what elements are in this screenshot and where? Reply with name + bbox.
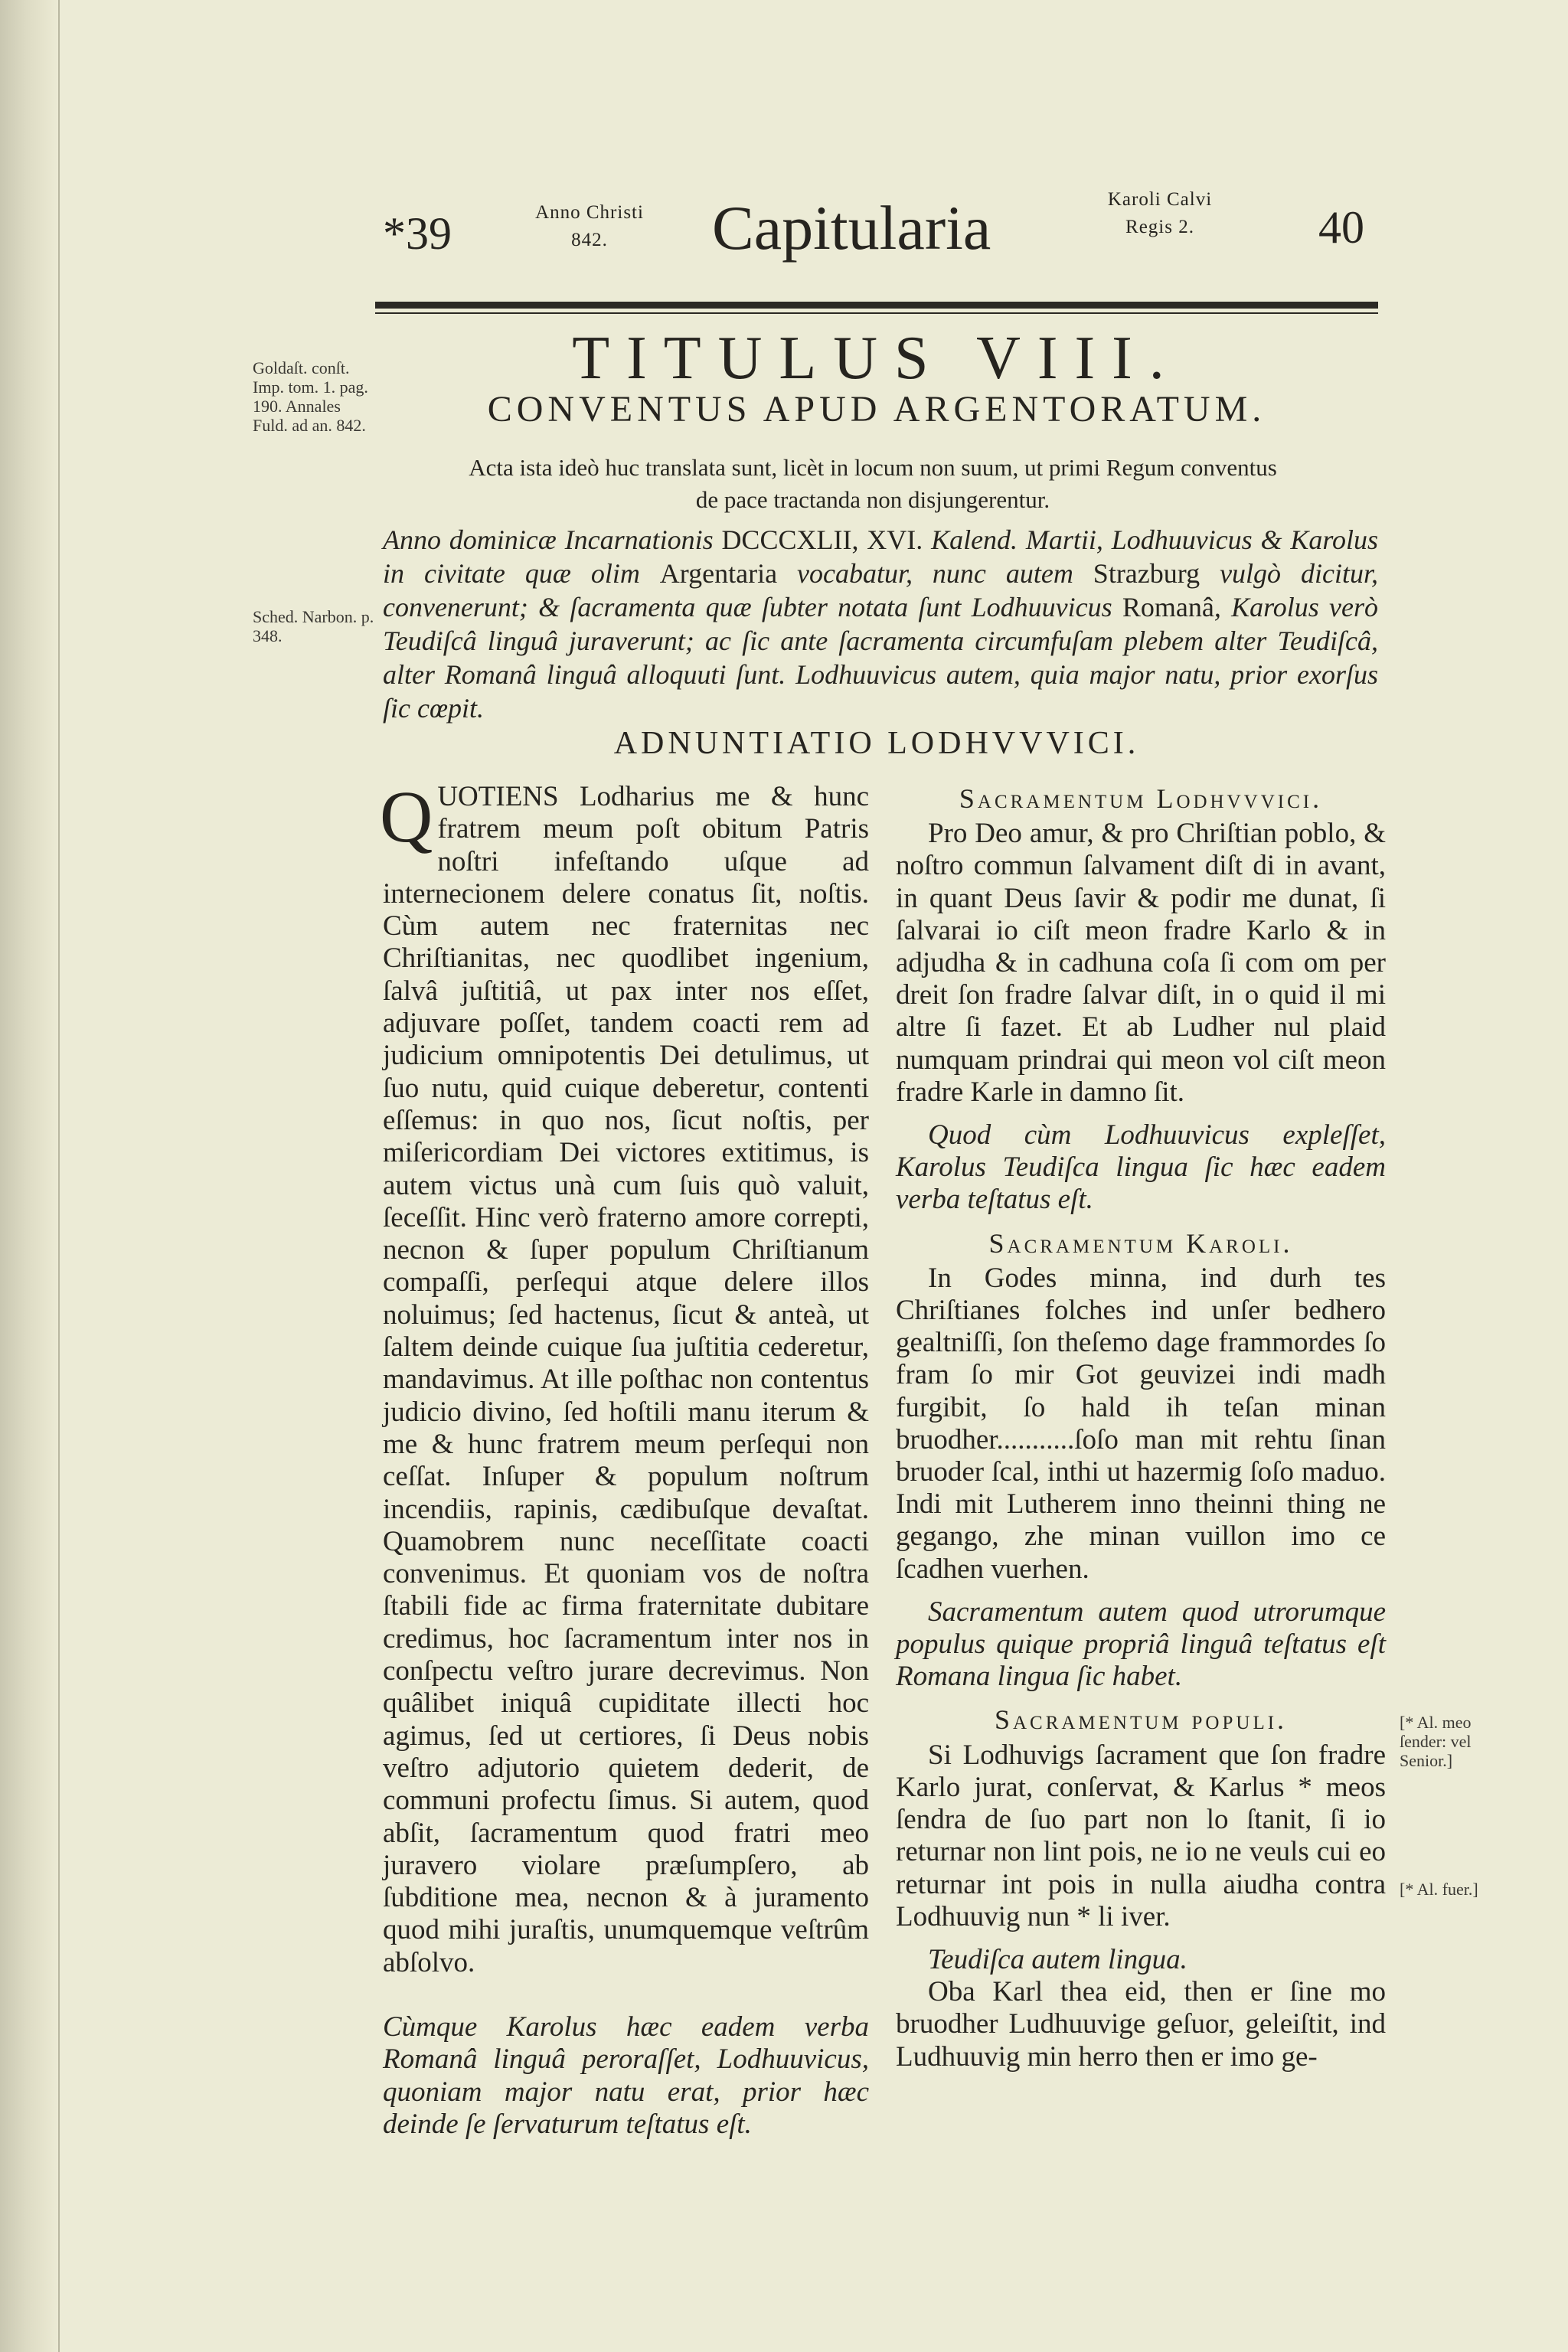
- header-rule-thin: [375, 312, 1378, 314]
- sacramentum-lodhuuvici-heading: Sacramentum Lodhvvvici.: [959, 783, 1323, 814]
- margin-note-sched-narbon: Sched. Narbon. p. 348.: [253, 607, 374, 645]
- adnuntiatio-heading: ADNUNTIATIO LODHVVVICI.: [613, 726, 1140, 761]
- sacramentum-karoli-heading: Sacramentum Karoli.: [988, 1227, 1293, 1259]
- margin-note-goldast: Goldaſt. conſt. Imp. tom. 1. pag. 190. Annales Fuld. ad an. 842.: [253, 358, 368, 435]
- header-rule-thick: [375, 302, 1378, 309]
- left-column: [380, 776, 869, 2141]
- anno-christi-label: Anno Christi: [535, 202, 644, 223]
- right-column: [896, 782, 1386, 2073]
- acta-note-line1: Acta ista ideò huc translata sunt, licèt in locum non suum, ut primi Regum conventus: [469, 454, 1277, 481]
- anno-christi-year: 842.: [571, 230, 608, 250]
- intro-year: DCCCXLII: [721, 524, 852, 555]
- opening-word: UOTIENS: [437, 781, 559, 812]
- titulus-heading: TITULUS VIII.: [572, 325, 1181, 392]
- intro-text: , Karolus verò Teudiſcâ linguâ juraverunt; ac ſic ante ſacramenta circumfuſam plebem alter Teudiſcâ, alter Romanâ linguâ alloquuti ſunt. Lodhuuvicus autem, quia major natu, prior exorſus ſic cœpit.: [383, 592, 1378, 724]
- karolus-transition-italic: Quod cùm Lodhuuvicus expleſſet, Karolus Teudiſca lingua ſic hæc eadem verba teſtatus eſt.: [896, 1119, 1386, 1216]
- running-title: Capitularia: [712, 193, 991, 263]
- sacramentum-karoli-text: In Godes minna, ind durh tes Chriſtianes folches ind unſer bedhero gealtniſſi, ſon theſemo dage frammordes ſo fram ſo mir Got geuvizei indi madh furgibit, ſo hald ih teſan minan bruodher...........ſoſo man mit rehtu ſinan bruoder ſcal, inthi ut hazermig ſoſo maduo. Indi mit Lutherem inno theinni thing ne gegango, zhe minan vuillon imo ce ſcadhen vuerhen.: [896, 1262, 1386, 1585]
- regis-label: Regis 2.: [1125, 217, 1194, 237]
- page-number-left: *39: [383, 208, 452, 259]
- intro-text: ,: [851, 524, 867, 555]
- intro-romana: Romanâ: [1122, 592, 1214, 622]
- header-karoli-calvi: [1068, 186, 1252, 241]
- teudisca-oath-text: Oba Karl thea eid, then er ſine mo bruodher Ludhuuvige geſuor, geleiſtit, ind Ludhuuvig min herro then er imo ge-: [896, 1976, 1386, 2073]
- page-number-right: 40: [1318, 202, 1364, 253]
- closing-italic: Cùmque Karolus hæc eadem verba Romanâ linguâ peroraſſet, Lodhuuvicus, quoniam major natu erat, prior hæc deinde ſe ſervaturum teſtatus eſt.: [383, 2011, 869, 2140]
- karoli-calvi-label: Karoli Calvi: [1107, 189, 1213, 210]
- intro-paragraph: [383, 523, 1378, 725]
- conventus-heading: CONVENTUS APUD ARGENTORATUM.: [487, 389, 1266, 430]
- adnuntiatio-body: [380, 776, 869, 1979]
- acta-note: [417, 452, 1328, 516]
- sacramentum-populi-text: Si Lodhuvigs ſacrament que ſon fradre Karlo jurat, conſervat, & Karlus * meos ſendra de ſuo part non lo ſtanit, ſi io returnar non lint pois, ne io ne veuls cui eo returnar int pois in nulla aiudha contra Lodhuuvig nun * li iver.: [896, 1739, 1386, 1932]
- page-edge: [0, 0, 60, 2352]
- populus-transition-italic: Sacramentum autem quod utrorumque populus quique propriâ linguâ teſtatus eſt Romana lingua ſic habet.: [896, 1596, 1386, 1693]
- sacramentum-populi-heading: Sacramentum populi.: [994, 1704, 1288, 1736]
- drop-cap: Q: [380, 776, 433, 858]
- margin-note-al-meo: [* Al. meo ſender: vel Senior.]: [1400, 1713, 1472, 1770]
- intro-text: Anno dominicæ Incarnationis: [383, 524, 722, 555]
- page-edge-line: [58, 0, 60, 2352]
- teudisca-lingua-italic: Teudiſca autem lingua.: [928, 1943, 1187, 1975]
- header-anno-christi: [505, 199, 674, 254]
- intro-text: Kalend. Martii, Lodhuuvicus & Karolus in civitate quæ olim: [383, 524, 1379, 589]
- intro-strazburg: Strazburg: [1093, 558, 1200, 589]
- intro-argentaria: Argentaria: [659, 558, 778, 589]
- body-text: Lodharius me & hunc fratrem meum poſt obitum Patris noſtri infeſtando uſque ad internecionem delere conatus ſit, noſtis. Cùm autem nec fraternitas nec Chriſtianitas, nec quodlibet ingenium, ſalvâ juſtitiâ, ut pax inter nos eſſet, adjuvare poſſet, tandem coacti rem ad judicium omnipotentis Dei detulimus, ut ſuo nutu, quid cuique deberetur, contenti eſſemus: in quo nos, ſicut noſtis, per miſericordiam Dei victores extitimus, is autem victus unà cum ſuis quò valuit, ſeceſſit. Hinc verò fraterno amore correpti, necnon & ſuper populum Chriſtianum compaſſi, perſequi atque delere illos noluimus; ſed hactenus, ſicut & anteà, ut ſaltem deinde cuique ſua juſtitia cederetur, mandavimus. At ille poſthac non contentus judicio divino, ſed hoſtili manu iterum & me & hunc fratrem meum perſequi non ceſſat. Inſuper & populum noſtrum incendiis, rapinis, cædibuſque devaſtat. Quamobrem nunc neceſſitate coacti convenimus. Et quoniam vos de noſtra ſtabili fide ac firma fraternitate dubitare credimus, hoc ſacramentum inter nos in conſpectu veſtro jurare decrevimus. Non quâlibet iniquâ cupiditate illecti hoc agimus, ſed ut certiores, ſi Deus nobis veſtro adjutorio quietem dederit, de communi profectu ſimus. Si autem, quod abſit, ſacramentum quod fratri meo juravero violare præſumpſero, ab ſubditione mea, necnon & à juramento quod mihi juraſtis, unumquemque veſtrûm abſolvo.: [383, 781, 869, 1978]
- acta-note-line2: de pace tractanda non disjungerentur.: [695, 486, 1050, 513]
- sacramentum-lodhuuvici-text: Pro Deo amur, & pro Chriſtian poblo, & noſtro commun ſalvament diſt di in avant, in quant Deus ſavir & podir me dunat, ſi ſalvarai io ciſt meon fradre Karlo & in adjudha & in cadhuna coſa ſi com om per dreit ſon fradre ſalvar diſt, in o quid il mi altre ſi fazet. Et ab Ludher nul plaid numquam prindrai qui meon vol ciſt meon fradre Karle in damno ſit.: [896, 818, 1386, 1108]
- intro-text: vulgò dicitur, convenerunt; & ſacramenta quæ ſubter notata ſunt Lodhuuvicus: [383, 558, 1378, 622]
- intro-text: vocabatur, nunc autem: [777, 558, 1093, 589]
- margin-note-al-fuer: [* Al. fuer.]: [1400, 1880, 1478, 1899]
- intro-day: XVI.: [867, 524, 923, 555]
